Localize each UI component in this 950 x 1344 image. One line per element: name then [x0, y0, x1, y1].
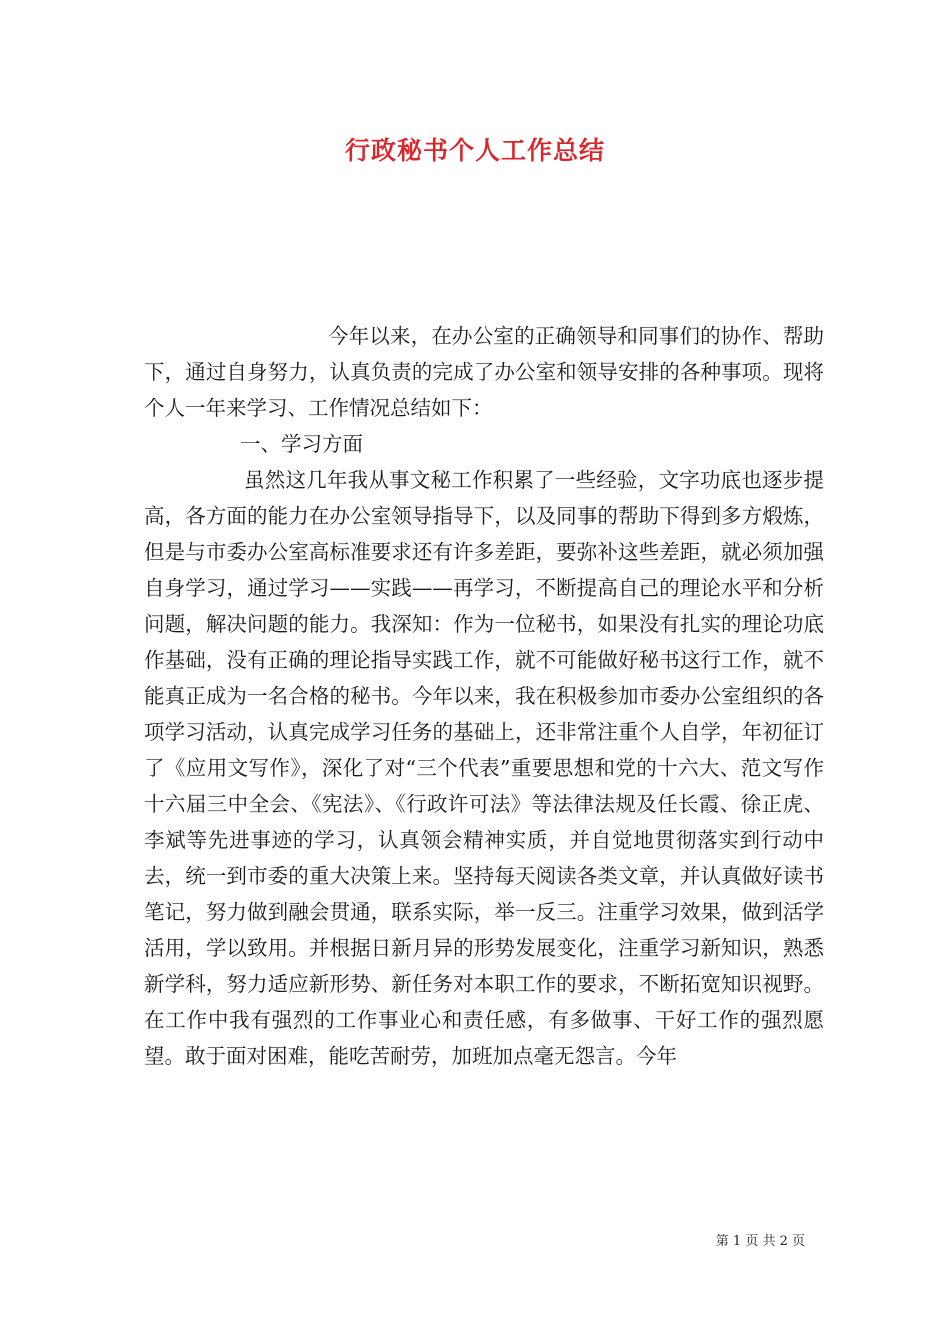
section-body-study: 虽然这几年我从事文秘工作积累了一些经验，文字功底也逐步提高，各方面的能力在办公室领导指导下，以及同事的帮助下得到多方煅炼，但是与市委办公室高标准要求还有许多差距，要弥补这些差距，就必须加强自身学习，通过学习——实践——再学习，不断提高自己的理论水平和分析问题，解决问题的能力。我深知：作为一位秘书，如果没有扎实的理论功底作基础，没有正确的理论指导实践工作，就不可能做好秘书这行工作，就不能真正成为一名合格的秘书。今年以来，我在积极参加市委办公室组织的各项学习活动，认真完成学习任务的基础上，还非常注重个人自学，年初征订了《应用文写作》，深化了对“三个代表”重要思想和党的十六大、范文写作十六届三中全会、《宪法》、《行政许可法》等法律法规及任长霞、徐正虎、李斌等先进事迹的学习，认真领会精神实质，并自觉地贯彻落实到行动中去，统一到市委的重大决策上来。坚持每天阅读各类文章，并认真做好读书笔记，努力做到融会贯通，联系实际，举一反三。注重学习效果，做到活学活用，学以致用。并根据日新月异的形势发展变化，注重学习新知识，熟悉新学科，努力适应新形势、新任务对本职工作的要求，不断拓宽知识视野。在工作中我有强烈的工作事业心和责任感，有多做事、干好工作的强烈愿望。敢于面对困难，能吃苦耐劳，加班加点毫无怨言。今年: [144, 468, 824, 1068]
page-number-footer: 第 1 页 共 2 页: [715, 1234, 805, 1249]
section-heading-study: 一、学习方面: [240, 432, 363, 456]
document-title: 行政秘书个人工作总结: [344, 136, 605, 165]
intro-paragraph: 今年以来，在办公室的正确领导和同事们的协作、帮助下，通过自身努力，认真负责的完成了办公室和领导安排的各种事项。现将个人一年来学习、工作情况总结如下：: [144, 324, 824, 420]
document-body: [144, 318, 824, 1074]
